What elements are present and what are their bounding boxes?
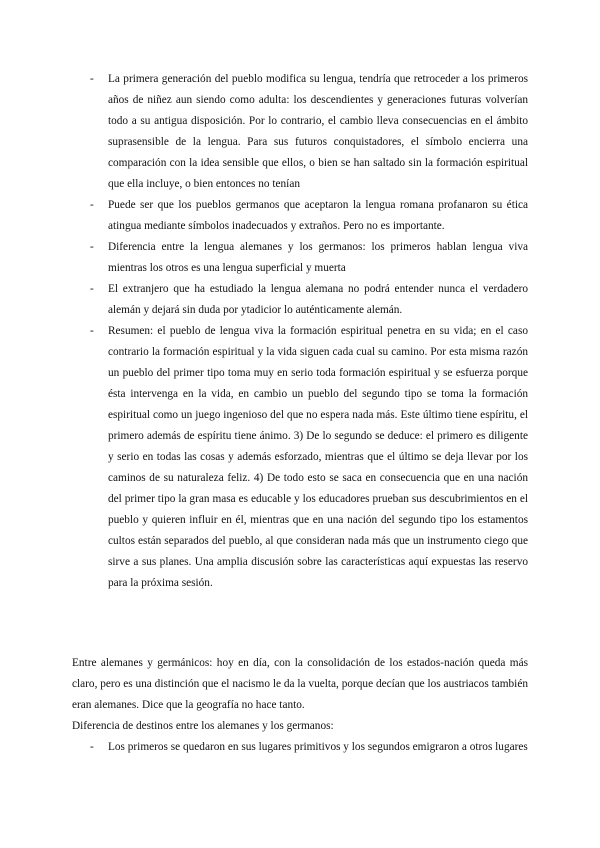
list-item — [72, 69, 528, 195]
list-item-text: Resumen: el pueblo de lengua viva la formación espiritual penetra en su vida; en el caso contrario la formación espiritual y la vida siguen cada cual su camino. Por esta misma razón un pueblo del primer tipo toma muy en serio toda formación espiritual y se esfuerza porque ésta intervenga en la vida, en cambio un pueblo del segundo tipo se toma la formación espiritual como un juego ingenioso del que no espera nada más. Este último tiene espíritu, el primero además de espíritu tiene ánimo. 3) De lo segundo se deduce: el primero es diligente y serio en todas las cosas y además esforzado, mientras que el último se deja llevar por los caminos de su naturaleza feliz. 4) De todo esto se saca en consecuencia que en una nación del primer tipo la gran masa es educable y los educadores prueban sus descubrimientos en el pueblo y quieren influir en él, mientras que en una nación del segundo tipo los estamentos cultos están separados del pueblo, al que consideran nada más que un instrumento ciego que sirve a sus planes. Una amplia discusión sobre las características aquí expuestas las reservo para la próxima sesión. — [108, 325, 528, 589]
list-item — [72, 237, 528, 279]
bullet-dash: - — [90, 199, 94, 211]
top-bullet-section — [72, 69, 528, 594]
bullet-dash: - — [90, 73, 94, 85]
list-item-text: Puede ser que los pueblos germanos que aceptaron la lengua romana profanaron su ética atingua mediante símbolos inadecuados y extraños. Pero no es importante. — [108, 199, 528, 232]
bullet-dash: - — [90, 283, 94, 295]
list-item — [72, 195, 528, 237]
list-item-text: La primera generación del pueblo modifica su lengua, tendría que retroceder a los primeros años de niñez aun siendo como adulta: los descendientes y generaciones futuras volverían todo a su antigua disposición. Por lo contrario, el cambio lleva consecuencias en el ámbito suprasensible de la lengua. Para sus futuros conquistadores, el símbolo encierra una comparación con la idea sensible que ellos, o bien se han saltado sin la formación espiritual que ella incluye, o bien entonces no tenían — [108, 73, 528, 190]
body-paragraph: Entre alemanes y germánicos: hoy en día, con la consolidación de los estados-nación queda más claro, pero es una distinción que el nacismo le da la vuelta, porque decían que los austriacos también eran alemanes. Dice que la geografía no hace tanto. — [72, 657, 528, 711]
list-item — [72, 279, 528, 321]
bottom-section — [72, 653, 528, 758]
bullet-dash: - — [90, 325, 94, 337]
bullet-dash: - — [90, 241, 94, 253]
body-paragraph: Diferencia de destinos entre los alemanes y los germanos: — [72, 720, 334, 732]
bottom-bullet-list — [72, 737, 528, 758]
list-item-text: Los primeros se quedaron en sus lugares primitivos y los segundos emigraron a otros lugares — [108, 741, 528, 753]
list-item-text: Diferencia entre la lengua alemanes y los germanos: los primeros hablan lengua viva mientras los otros es una lengua superficial y muerta — [108, 241, 528, 274]
list-item — [72, 321, 528, 594]
list-item — [72, 737, 528, 758]
top-bullet-list — [72, 69, 528, 594]
bullet-dash: - — [90, 741, 94, 753]
list-item-text: El extranjero que ha estudiado la lengua alemana no podrá entender nunca el verdadero alemán y dejará sin duda por ytadicior lo auténticamente alemán. — [108, 283, 528, 316]
